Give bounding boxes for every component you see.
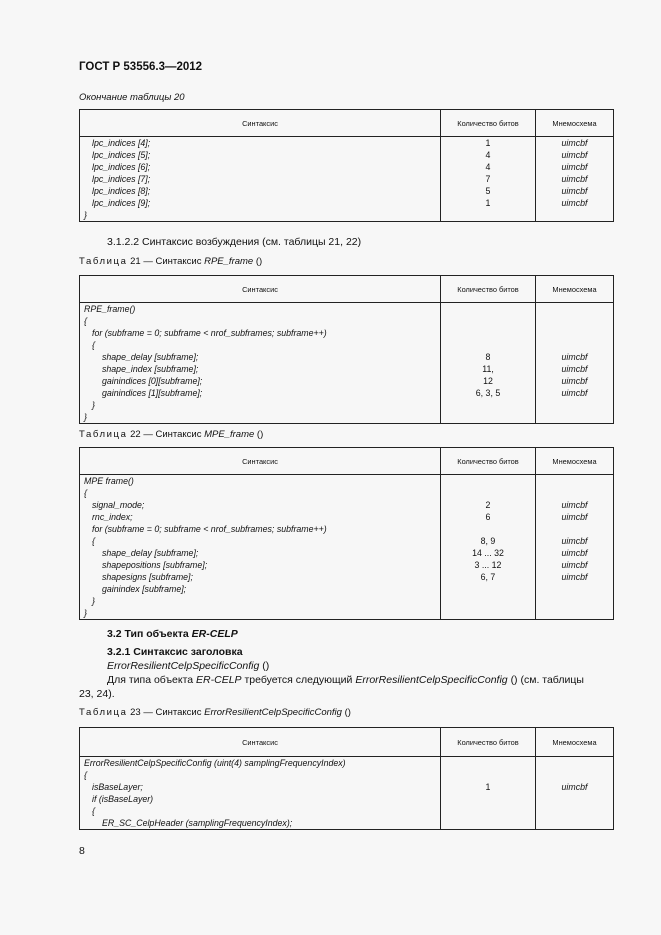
bits-value <box>441 523 535 535</box>
caption-prefix: Таблица <box>79 256 128 267</box>
syntax-line: { <box>92 340 95 350</box>
syntax-line: lpc_indices [6]; <box>92 162 151 172</box>
mnemonic-cell <box>536 757 614 830</box>
continuation-note: Окончание таблицы 20 <box>79 92 185 103</box>
syntax-line: rnc_index; <box>92 512 133 522</box>
table-20 <box>79 109 614 222</box>
config-suffix: () <box>262 660 270 672</box>
bits-value: 2 <box>485 500 491 510</box>
bits-value: 1 <box>485 198 491 208</box>
caption-number: 23 <box>130 707 141 718</box>
caption-number: 22 <box>130 429 141 440</box>
document-header: ГОСТ Р 53556.3—2012 <box>79 61 203 73</box>
bits-value: 14 ... 32 <box>472 548 504 558</box>
table-22 <box>79 447 614 620</box>
mnemonic-value <box>536 303 613 315</box>
syntax-cell <box>80 757 441 830</box>
caption-suffix: () <box>344 707 351 718</box>
mnemonic-cell <box>536 137 614 222</box>
mnemonic-value: uimcbf <box>561 500 588 510</box>
syntax-line: { <box>84 488 87 498</box>
bits-value: 6, 3, 5 <box>475 388 501 398</box>
bits-value <box>441 595 535 607</box>
column-header-syntax: Синтаксис <box>80 276 441 303</box>
mnemonic-value <box>536 805 613 817</box>
paragraph-text-3: () (см. таблицы <box>510 674 584 686</box>
mnemonic-value: uimcbf <box>561 186 588 196</box>
bits-value: 1 <box>485 138 491 148</box>
mnemonic-value <box>536 315 613 327</box>
table-21 <box>79 275 614 424</box>
bits-cell <box>441 475 536 620</box>
mnemonic-value <box>536 607 613 619</box>
bits-value <box>441 817 535 829</box>
syntax-line: } <box>84 412 87 422</box>
config-name-line <box>107 660 269 672</box>
caption-text: — Синтаксис <box>143 707 202 718</box>
mnemonic-value <box>536 817 613 829</box>
mnemonic-value: uimcbf <box>561 198 588 208</box>
column-header-mnemonic: Мнемосхема <box>536 728 614 757</box>
syntax-line: { <box>92 806 95 816</box>
bits-value: 6, 7 <box>480 572 496 582</box>
bits-value <box>441 805 535 817</box>
mnemonic-value: uimcbf <box>561 138 588 148</box>
mnemonic-cell <box>536 303 614 424</box>
bits-value <box>441 793 535 805</box>
syntax-line: signal_mode; <box>92 500 145 510</box>
bits-value: 4 <box>485 162 491 172</box>
mnemonic-value <box>536 757 613 769</box>
column-header-syntax: Синтаксис <box>80 448 441 475</box>
mnemonic-value: uimcbf <box>561 174 588 184</box>
page-number: 8 <box>79 845 85 857</box>
caption-text: — Синтаксис <box>143 429 202 440</box>
bits-value: 11, <box>482 364 494 374</box>
syntax-cell <box>80 137 441 222</box>
mnemonic-value: uimcbf <box>561 548 588 558</box>
config-name: ErrorResilientCelpSpecificConfig <box>107 660 260 672</box>
syntax-line: lpc_indices [9]; <box>92 198 151 208</box>
mnemonic-value <box>536 327 613 339</box>
caption-name: MPE_frame <box>204 429 255 440</box>
bits-value <box>441 339 535 351</box>
paragraph-line-2: 23, 24). <box>79 688 115 700</box>
syntax-line: { <box>84 316 87 326</box>
table-23 <box>79 727 614 830</box>
bits-value <box>441 583 535 595</box>
bits-value <box>441 769 535 781</box>
bits-value <box>441 327 535 339</box>
syntax-line: lpc_indices [7]; <box>92 174 151 184</box>
column-header-mnemonic: Мнемосхема <box>536 276 614 303</box>
bits-value: 5 <box>485 186 491 196</box>
caption-suffix: () <box>256 429 264 440</box>
syntax-line: lpc_indices [5]; <box>92 150 151 160</box>
syntax-line: for (subframe = 0; subframe < nrof_subframes; subframe++) <box>92 328 327 338</box>
paragraph-text-2: требуется следующий <box>244 674 353 686</box>
bits-value <box>441 399 535 411</box>
bits-cell <box>441 303 536 424</box>
mnemonic-value <box>536 769 613 781</box>
caption-text: — Синтаксис <box>143 256 202 267</box>
paragraph-text-1: Для типа объекта <box>107 674 194 686</box>
syntax-line: shape_delay [subframe]; <box>102 548 199 558</box>
mnemonic-value: uimcbf <box>561 162 588 172</box>
mnemonic-value <box>536 399 613 411</box>
bits-value <box>441 411 535 423</box>
syntax-cell <box>80 303 441 424</box>
mnemonic-value <box>536 487 613 499</box>
table-21-caption <box>79 256 262 267</box>
syntax-line: shape_delay [subframe]; <box>102 352 199 362</box>
column-header-syntax: Синтаксис <box>80 110 441 137</box>
mnemonic-value: uimcbf <box>561 376 588 386</box>
caption-prefix: Таблица <box>79 707 128 718</box>
mnemonic-value <box>536 411 613 423</box>
bits-value: 8 <box>485 352 491 362</box>
bits-value: 7 <box>485 174 491 184</box>
mnemonic-value: uimcbf <box>561 536 588 546</box>
paragraph-line-1 <box>107 674 613 686</box>
mnemonic-value <box>536 595 613 607</box>
bits-value <box>441 487 535 499</box>
syntax-line: } <box>84 210 87 220</box>
mnemonic-value <box>536 339 613 351</box>
syntax-line: } <box>92 400 95 410</box>
bits-value <box>441 303 535 315</box>
syntax-line: ER_SC_CelpHeader (samplingFrequencyIndex); <box>102 818 293 828</box>
syntax-line: } <box>92 596 95 606</box>
syntax-line: } <box>84 608 87 618</box>
bits-value: 3 ... 12 <box>474 560 502 570</box>
bits-value <box>441 209 535 221</box>
bits-value <box>441 757 535 769</box>
mnemonic-value: uimcbf <box>561 352 588 362</box>
bits-value: 4 <box>485 150 491 160</box>
section-3-2-heading <box>107 628 238 640</box>
syntax-line: { <box>92 536 95 546</box>
bits-value <box>441 315 535 327</box>
paragraph-object-type: ER-CELP <box>196 674 242 686</box>
syntax-line: lpc_indices [8]; <box>92 186 151 196</box>
caption-number: 21 <box>130 256 141 267</box>
table-22-caption <box>79 429 263 440</box>
mnemonic-value <box>536 583 613 595</box>
mnemonic-value <box>536 209 613 221</box>
column-header-mnemonic: Мнемосхема <box>536 110 614 137</box>
mnemonic-value: uimcbf <box>561 782 588 792</box>
syntax-line: gainindex [subframe]; <box>102 584 187 594</box>
column-header-bits: Количество битов <box>441 276 536 303</box>
column-header-mnemonic: Мнемосхема <box>536 448 614 475</box>
table-23-caption <box>79 707 351 718</box>
bits-value <box>441 475 535 487</box>
column-header-syntax: Синтаксис <box>80 728 441 757</box>
mnemonic-value: uimcbf <box>561 572 588 582</box>
syntax-line: isBaseLayer; <box>92 782 143 792</box>
mnemonic-value <box>536 793 613 805</box>
section-3-2-name: ER-CELP <box>191 628 238 640</box>
syntax-cell <box>80 475 441 620</box>
mnemonic-cell <box>536 475 614 620</box>
column-header-bits: Количество битов <box>441 448 536 475</box>
syntax-line: MPE frame() <box>84 476 134 486</box>
syntax-line: gainindices [0][subframe]; <box>102 376 203 386</box>
bits-value <box>441 607 535 619</box>
column-header-bits: Количество битов <box>441 728 536 757</box>
mnemonic-value: uimcbf <box>561 150 588 160</box>
bits-cell <box>441 757 536 830</box>
syntax-line: { <box>84 770 87 780</box>
caption-prefix: Таблица <box>79 429 128 440</box>
syntax-line: for (subframe = 0; subframe < nrof_subframes; subframe++) <box>92 524 327 534</box>
syntax-line: shapesigns [subframe]; <box>102 572 193 582</box>
mnemonic-value: uimcbf <box>561 560 588 570</box>
syntax-line: shapepositions [subframe]; <box>102 560 208 570</box>
syntax-line: shape_index [subframe]; <box>102 364 199 374</box>
section-3-1-2-2-heading: 3.1.2.2 Синтаксис возбуждения (см. таблицы 21, 22) <box>107 236 362 248</box>
bits-value: 12 <box>483 376 493 386</box>
syntax-line: lpc_indices [4]; <box>92 138 151 148</box>
paragraph-config-name: ErrorResilientCelpSpecificConfig <box>355 674 508 686</box>
syntax-line: if (isBaseLayer) <box>92 794 154 804</box>
mnemonic-value: uimcbf <box>561 364 588 374</box>
mnemonic-value <box>536 475 613 487</box>
syntax-line: gainindices [1][subframe]; <box>102 388 203 398</box>
caption-name: RPE_frame <box>204 256 254 267</box>
section-3-2-1-heading: 3.2.1 Синтаксис заголовка <box>107 646 243 658</box>
mnemonic-value <box>536 523 613 535</box>
mnemonic-value: uimcbf <box>561 388 588 398</box>
caption-suffix: () <box>255 256 263 267</box>
bits-value: 8, 9 <box>480 536 496 546</box>
caption-name: ErrorResilientCelpSpecificConfig <box>204 707 342 718</box>
section-3-2-prefix: 3.2 Тип объекта <box>107 628 189 640</box>
mnemonic-value: uimcbf <box>561 512 588 522</box>
syntax-line: RPE_frame() <box>84 304 136 314</box>
bits-value: 1 <box>485 782 491 792</box>
column-header-bits: Количество битов <box>441 110 536 137</box>
syntax-line: ErrorResilientCelpSpecificConfig (uint(4) samplingFrequencyIndex) <box>84 758 346 768</box>
bits-cell <box>441 137 536 222</box>
bits-value: 6 <box>485 512 491 522</box>
